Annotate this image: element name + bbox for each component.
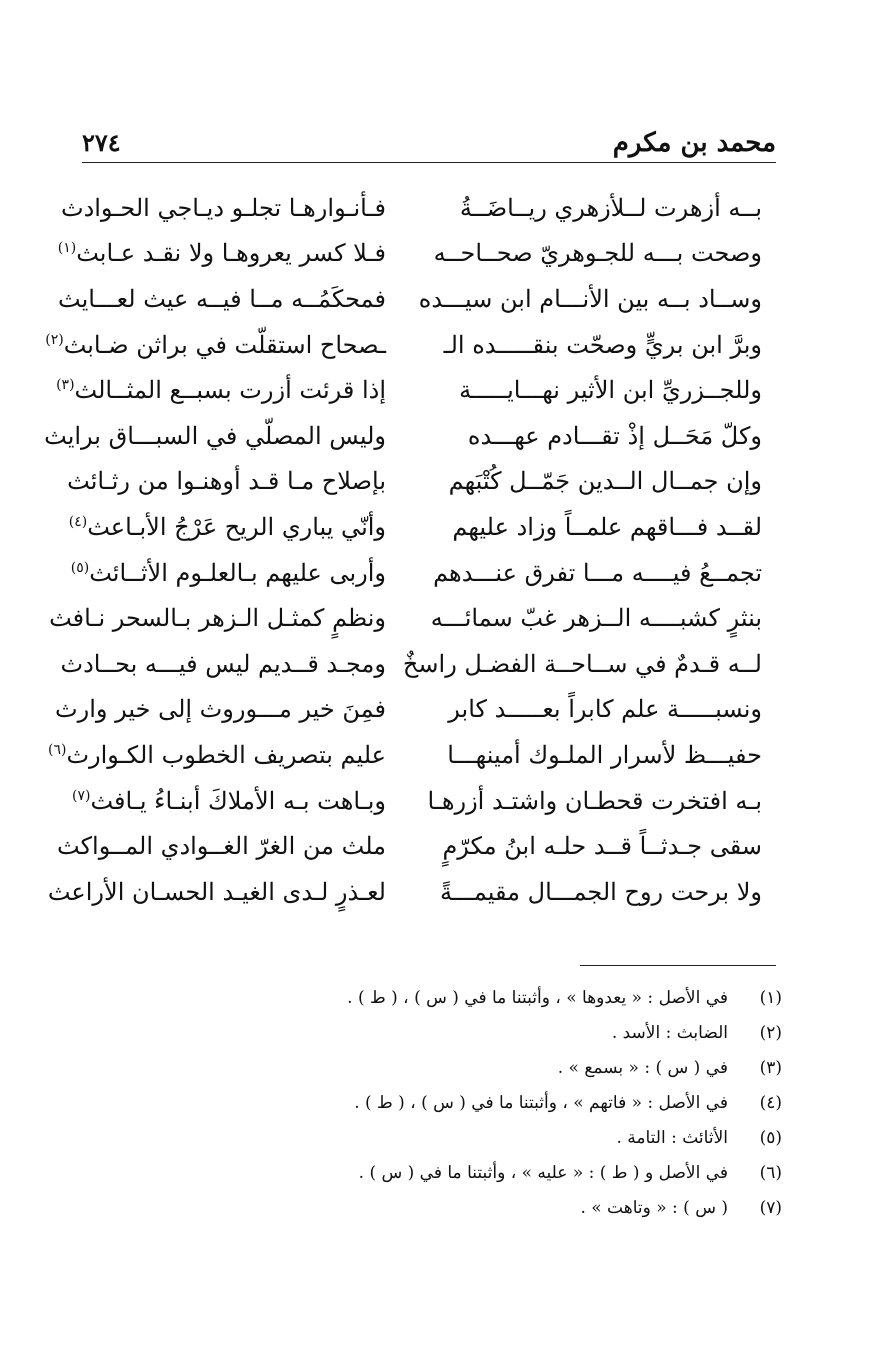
verse-first-hemistich: وصحت بـــه للجـوهريّ صحــاحــه <box>433 239 762 268</box>
footnote-text: ( س ) : « وتاهت » . <box>580 1197 728 1218</box>
verse-first-hemistich: وســاد بــه بين الأنـــام ابن سيـــده <box>418 284 762 313</box>
footnote-marker: (٥) <box>70 559 90 576</box>
verse <box>57 231 762 277</box>
hemistich-text: فمحكَمُــه مــا فيــه عيث لعـــايث <box>58 284 386 313</box>
footnote-number: (٥) <box>759 1127 782 1148</box>
verse-first-hemistich: ونسبـــــة علم كابراً بعـــــد كابر <box>448 695 762 724</box>
verse <box>47 732 762 778</box>
hemistich-text: وليس المصلّي في السبـــاق برايث <box>44 421 386 450</box>
hemistich-text: إذا قرئت أزرت بسبــع المثــالث <box>74 376 386 405</box>
hemistich-text: وبـاهت بـه الأملاكَ أبنـاءُ يـافث <box>90 786 386 815</box>
verse-second-hemistich <box>70 558 386 587</box>
verse <box>45 322 762 368</box>
page-number: ٢٧٤ <box>82 128 121 157</box>
verse-first-hemistich: وبرَّ ابن بريٍّ وصحّت بنقـــــده الـ <box>443 330 762 359</box>
verse-second-hemistich <box>44 421 386 450</box>
footnote-marker: (١) <box>57 240 77 257</box>
footnote-text: في الأصل : « يعدوها » ، وأثبتنا ما في ( س ) ، ( ط ) . <box>347 987 728 1008</box>
verse-first-hemistich: ولا برحت روح الجمـــال مقيمـــةً <box>439 877 762 906</box>
footnote-marker: (٧) <box>72 787 91 804</box>
footnote-text: الضابث : الأسد . <box>611 1022 728 1043</box>
footnote <box>82 1085 782 1120</box>
verse <box>60 185 762 231</box>
footnote-text: في ( س ) : « بسمع » . <box>557 1057 728 1078</box>
hemistich-text: وأربى عليهم بـالعلـوم الأثــائث <box>89 558 386 587</box>
hemistich-text: فمِنَ خير مـــوروث إلى خير وارث <box>55 695 386 724</box>
verse-second-hemistich <box>47 740 386 769</box>
verse-second-hemistich <box>45 330 386 359</box>
hemistich-text: ومجـد قــديم ليس فيـــه بحــادث <box>60 649 386 678</box>
verse-first-hemistich: وكلّ مَحَــل إذْ تقـــادم عهـــده <box>467 421 762 450</box>
verse-second-hemistich <box>67 467 386 496</box>
hemistich-text: فـأنـوارهـا تجلـو ديـاجي الحـوادث <box>60 193 386 222</box>
footnote <box>82 1015 782 1050</box>
verse-first-hemistich: تجمــعُ فيــــه مـــا تفرق عنـــدهم <box>433 558 762 587</box>
verse <box>57 823 762 869</box>
verse-second-hemistich <box>49 604 386 633</box>
verse <box>70 550 762 596</box>
verse-second-hemistich <box>56 376 386 405</box>
footnote-number: (٢) <box>759 1022 782 1043</box>
verse <box>72 778 762 824</box>
footnote <box>82 1190 782 1225</box>
footnote <box>82 980 782 1015</box>
footnote-number: (١) <box>759 987 782 1008</box>
verse <box>47 869 762 915</box>
verse-second-hemistich <box>60 649 386 678</box>
footnote-marker: (٣) <box>56 377 75 394</box>
verse <box>56 367 762 413</box>
verse-second-hemistich <box>55 695 386 724</box>
verse-first-hemistich: وللجــزريِّ ابن الأثير نهـــايـــــة <box>459 376 762 405</box>
verse-first-hemistich: وإن جمــال الــدين جَمّــل كُتْبَهم <box>448 467 762 496</box>
footnote-text: في الأصل : « فاتهم » ، وأثبتنا ما في ( س ) ، ( ط ) . <box>354 1092 728 1113</box>
verse-second-hemistich <box>58 284 386 313</box>
running-header <box>82 120 776 162</box>
verse <box>67 459 762 505</box>
hemistich-text: لعـذرٍ لـدى الغيـد الحسـان الأراعث <box>47 877 386 906</box>
hemistich-text: ـصحاح استقلّت في براثن ضـابث <box>63 330 386 359</box>
footnote-number: (٤) <box>759 1092 782 1113</box>
verse-first-hemistich: حفيـــظ لأسرار الملـوك أمينهـــا <box>447 740 762 769</box>
hemistich-text: ونظمٍ كمثـل الـزهر بـالسحر نـافث <box>49 604 386 633</box>
verse-second-hemistich <box>57 832 386 861</box>
footnote-marker: (٤) <box>68 513 88 530</box>
verse <box>55 687 762 733</box>
hemistich-text: بإصلاح مـا قـد أوهنـوا من رثـائث <box>67 467 386 496</box>
hemistich-text: فـلا كسر يعروهـا ولا نقـد عـابث <box>76 239 386 268</box>
verse <box>58 276 762 322</box>
verse-first-hemistich: لقــد فـــاقهم علمــاً وزاد عليهم <box>452 512 762 541</box>
footnote-number: (٣) <box>759 1057 782 1078</box>
verse-first-hemistich: بنثرٍ كشبــــه الــزهر غبّ سمائـــه <box>430 604 762 633</box>
verse-second-hemistich <box>47 877 386 906</box>
verse-first-hemistich: لــه قـدمٌ في ســاحــة الفضـل راسخٌ <box>402 649 762 678</box>
header-rule <box>82 162 776 163</box>
footnote <box>82 1050 782 1085</box>
verse-first-hemistich: سقى جـدثــاً قــد حلـه ابنُ مكرّمٍ <box>442 832 762 861</box>
verse-first-hemistich: بـه افتخرت قحطـان واشتـد أزرهـا <box>427 786 762 815</box>
footnote <box>82 1120 782 1155</box>
verse-second-hemistich <box>72 786 386 815</box>
verse <box>60 641 762 687</box>
footnote-text: الأثائث : التامة . <box>616 1127 728 1148</box>
hemistich-text: ملث من الغرّ الغــوادي المــواكث <box>57 832 386 861</box>
verse <box>68 504 762 550</box>
footnote-number: (٧) <box>759 1197 782 1218</box>
footnote-marker: (٦) <box>47 741 67 758</box>
verse <box>49 595 762 641</box>
footnote <box>82 1155 782 1190</box>
verse-second-hemistich <box>57 239 386 268</box>
verse <box>44 413 762 459</box>
hemistich-text: وأنّي يباري الريح عَرْجُ الأبـاعث <box>87 512 386 541</box>
poem <box>44 185 762 915</box>
footnote-number: (٦) <box>759 1162 782 1183</box>
verse-second-hemistich <box>60 193 386 222</box>
footnote-marker: (٢) <box>45 331 64 348</box>
verse-first-hemistich: بــه أزهرت لــلأزهري ريــاضَــةُ <box>459 193 762 222</box>
footnotes <box>82 980 782 1225</box>
page-title: محمد بن مكرم <box>612 128 776 158</box>
hemistich-text: عليم بتصريف الخطوب الكـوارث <box>66 740 386 769</box>
footnote-text: في الأصل و ( ط ) : « عليه » ، وأثبتنا ما في ( س ) . <box>358 1162 728 1183</box>
verse-second-hemistich <box>68 512 386 541</box>
footnote-rule <box>580 965 776 966</box>
